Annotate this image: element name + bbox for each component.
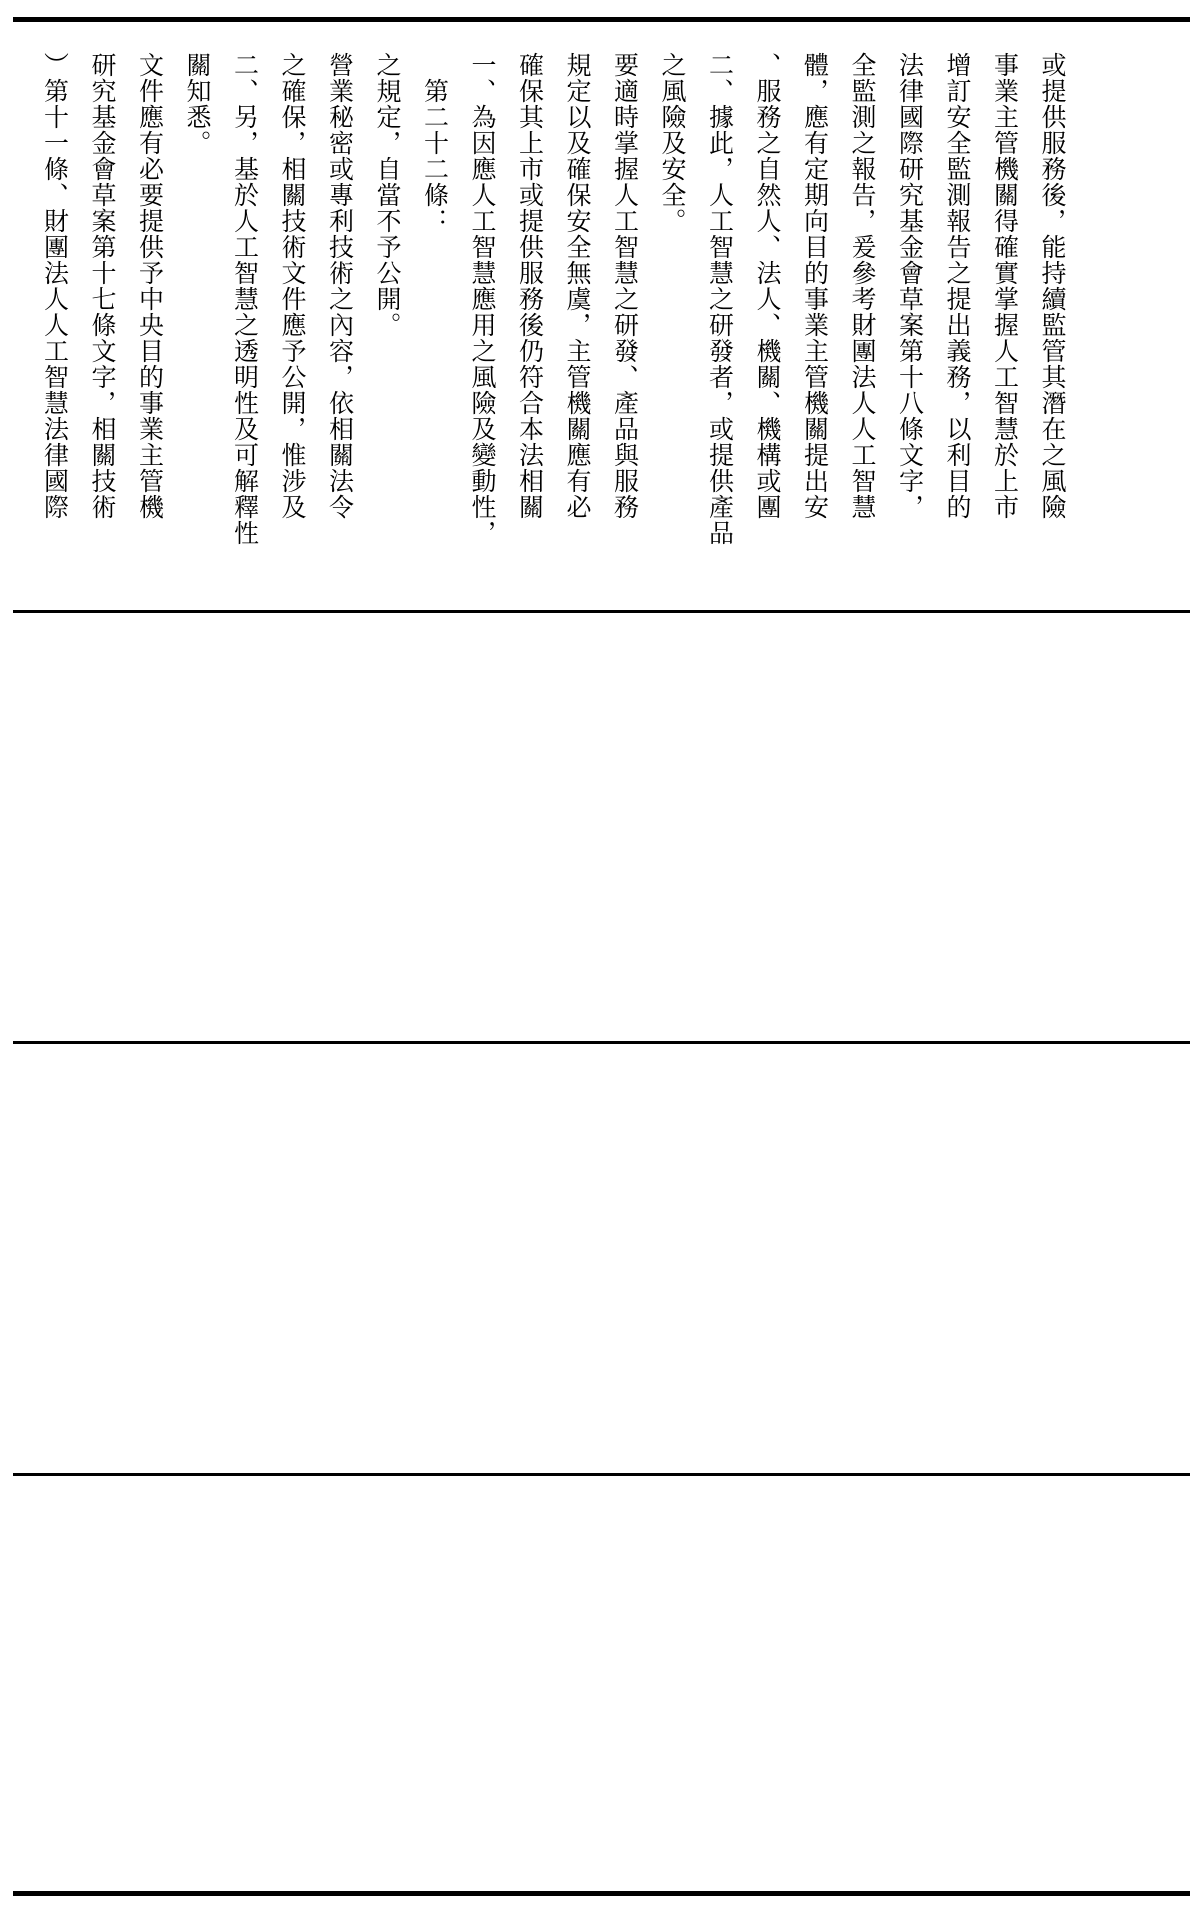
text-column: 增訂安全監測報告之提出義務，以利目的 xyxy=(943,52,972,520)
text-column: 關知悉。 xyxy=(183,52,212,156)
empty-table-cell xyxy=(13,613,1190,1041)
text-column: 之風險及安全。 xyxy=(658,52,687,234)
text-column: 規定以及確保安全無虞，主管機關應有必 xyxy=(563,52,592,520)
table-cell-text xyxy=(13,22,1190,610)
text-column: 全監測之報告，爰參考財團法人人工智慧 xyxy=(848,52,877,520)
empty-table-cell xyxy=(13,1476,1190,1891)
text-column: 確保其上市或提供服務後仍符合本法相關 xyxy=(515,52,545,520)
text-column: 法律國際研究基金會草案第十八條文字， xyxy=(895,52,925,520)
text-column: 要適時掌握人工智慧之研發、產品與服務 xyxy=(610,52,640,520)
text-column: 之規定，自當不予公開。 xyxy=(373,52,402,338)
empty-table-cell xyxy=(13,1044,1190,1473)
text-column: 第二十二條： xyxy=(420,52,450,234)
text-column: 文件應有必要提供予中央目的事業主管機 xyxy=(135,52,165,520)
text-column: 之確保，相關技術文件應予公開，惟涉及 xyxy=(278,52,307,520)
text-column: 二、據此，人工智慧之研發者，或提供產品 xyxy=(705,52,735,546)
text-column: 體，應有定期向目的事業主管機關提出安 xyxy=(800,52,830,520)
text-column: 研究基金會草案第十七條文字，相關技術 xyxy=(88,52,117,520)
text-column: 事業主管機關得確實掌握人工智慧於上市 xyxy=(990,52,1020,520)
text-column: 一、為因應人工智慧應用之風險及變動性， xyxy=(468,52,497,546)
text-column: 、服務之自然人、法人、機關、機構或團 xyxy=(753,52,782,520)
vertical-text-block xyxy=(31,52,1076,607)
text-column: ）第十一條、財團法人人工智慧法律國際 xyxy=(40,52,70,520)
text-column: 二、另，基於人工智慧之透明性及可解釋性 xyxy=(230,52,260,546)
text-column: 或提供服務後，能持續監管其潛在之風險 xyxy=(1038,52,1067,520)
text-column: 營業秘密或專利技術之內容，依相關法令 xyxy=(325,52,355,520)
bottom-border xyxy=(13,1891,1190,1896)
